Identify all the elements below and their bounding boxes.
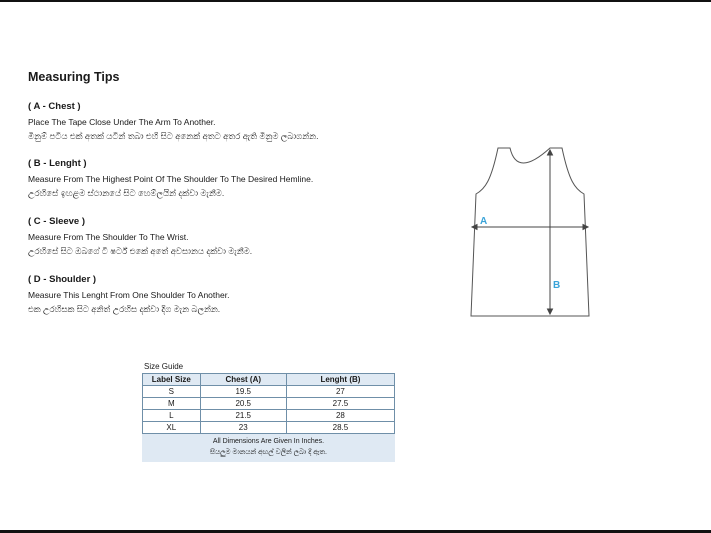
length-cell: 27 <box>286 386 394 398</box>
tip-title: ( C - Sleeve ) <box>28 216 86 227</box>
chest-cell: 23 <box>200 422 286 434</box>
tip-title: ( D - Shoulder ) <box>28 274 97 285</box>
tip-english-text: Place The Tape Close Under The Arm To Another. <box>28 117 216 127</box>
tank-top-outline <box>471 148 589 316</box>
header-label-size: Label Size <box>143 374 201 386</box>
table-row <box>143 386 395 398</box>
tip-english-text: Measure From The Highest Point Of The Shoulder To The Desired Hemline. <box>28 174 314 184</box>
tip-sinhala-text: එක උරහිසක සිට අනිත් උරහිස දක්වා දිග මැන බලන්න. <box>28 304 221 314</box>
label-a: A <box>480 216 488 227</box>
page-title: Measuring Tips <box>28 70 120 84</box>
tip-english-text: Measure This Lenght From One Shoulder To Another. <box>28 290 230 300</box>
label-b: B <box>553 280 561 291</box>
tip-length <box>28 158 448 200</box>
length-cell: 28.5 <box>286 422 394 434</box>
length-arrow <box>548 150 553 314</box>
tip-sinhala-text: මිනුම් පටිය එක් අතක් යටින් තබා එහි සිට අනෙක් අතට අතර ඇති මිනුම ලබාගන්න. <box>28 131 319 141</box>
tip-chest <box>28 101 448 143</box>
tip-english-text: Measure From The Shoulder To The Wrist. <box>28 232 189 242</box>
size-guide-note <box>142 434 395 462</box>
tip-title: ( B - Lenght ) <box>28 158 87 169</box>
table-row <box>143 422 395 434</box>
header-chest: Chest (A) <box>200 374 286 386</box>
top-rule <box>0 0 711 2</box>
header-length: Lenght (B) <box>286 374 394 386</box>
length-cell: 28 <box>286 410 394 422</box>
table-row <box>143 398 395 410</box>
chest-cell: 19.5 <box>200 386 286 398</box>
chest-cell: 21.5 <box>200 410 286 422</box>
size-cell: XL <box>143 422 201 434</box>
size-cell: L <box>143 410 201 422</box>
table-row <box>143 410 395 422</box>
tip-sinhala-text: උරහිසේ සිට ඔබගේ ටී ෂර්ට් එකේ අතේ අවසානය දක්වා මැනීම. <box>28 246 253 256</box>
tip-sinhala-text: උරහිසේ ඉහළම ස්ථානයේ සිට හෙම්ලයින් දක්වා මැනීම. <box>28 188 225 198</box>
size-cell: S <box>143 386 201 398</box>
note-sinhala: සියලුම මානයන් අඟල් වලින් ලබා දී ඇත. <box>210 449 327 456</box>
size-guide <box>142 361 395 462</box>
tip-title: ( A - Chest ) <box>28 101 81 112</box>
tank-top-diagram <box>465 143 595 323</box>
tip-sleeve <box>28 216 448 258</box>
tip-shoulder <box>28 274 448 316</box>
size-guide-caption: Size Guide <box>144 362 184 371</box>
size-guide-table <box>142 373 395 434</box>
note-english: All Dimensions Are Given In Inches. <box>212 438 325 445</box>
chest-arrow <box>472 225 588 230</box>
length-cell: 27.5 <box>286 398 394 410</box>
size-cell: M <box>143 398 201 410</box>
table-header-row <box>143 374 395 386</box>
chest-cell: 20.5 <box>200 398 286 410</box>
